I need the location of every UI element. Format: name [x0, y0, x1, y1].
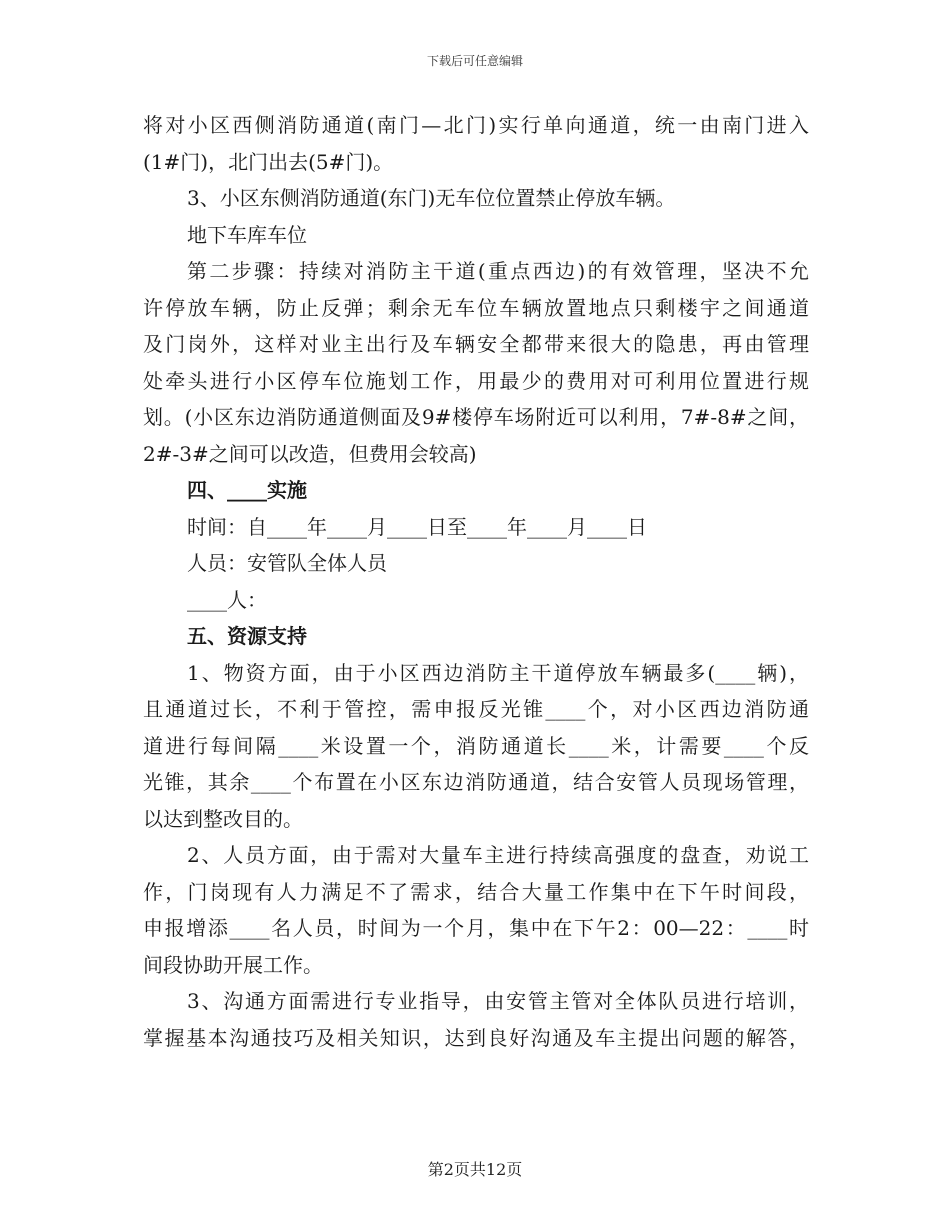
text-line: 申报增添____名人员，时间为一个月，集中在下午2：00—22：____时 [143, 916, 809, 940]
section-heading: 四、____实施 [187, 478, 307, 502]
text-line: 道进行每间隔____米设置一个，消防通道长____米，计需要____个反 [143, 733, 809, 758]
page-footer: 第2页共12页 [427, 1160, 523, 1179]
text-line: 时间：自____年____月____日至____年____月____日 [187, 514, 647, 539]
text-line: 1、物资方面，由于小区西边消防主干道停放车辆最多(____辆)， [187, 660, 809, 685]
text-line: 掌握基本沟通技巧及相关知识，达到良好沟通及车主提出问题的解答， [143, 1025, 809, 1050]
text-line: 3、沟通方面需进行专业指导，由安管主管对全体队员进行培训， [187, 989, 809, 1013]
text-line: 2、人员方面，由于需对大量车主进行持续高强度的盘查，劝说工 [187, 843, 809, 867]
text-line: 以达到整改目的。 [143, 806, 303, 831]
text-line: 处牵头进行小区停车位施划工作，用最少的费用对可利用位置进行规 [143, 368, 809, 393]
text-line: 许停放车辆，防止反弹；剩余无车位车辆放置地点只剩楼宇之间通道 [143, 295, 809, 320]
text-line: 第二步骤：持续对消防主干道(重点西边)的有效管理，坚决不允 [187, 259, 809, 283]
text-line: 且通道过长，不利于管控，需申报反光锥____个，对小区西边消防通 [143, 697, 809, 721]
text-line: 人员：安管队全体人员 [187, 551, 387, 575]
text-line: 2#-3#之间可以改造，但费用会较高) [143, 441, 477, 466]
text-line: 光锥，其余____个布置在小区东边消防通道，结合安管人员现场管理， [143, 770, 809, 794]
text-line: 将对小区西侧消防通道(南门—北门)实行单向通道，统一由南门进入 [143, 113, 809, 137]
text-line: 作，门岗现有人力满足不了需求，结合大量工作集中在下午时间段， [143, 879, 809, 904]
page-header: 下载后可任意编辑 [426, 54, 523, 68]
text-line: (1#门)，北门出去(5#门)。 [143, 149, 394, 174]
text-line: 间段协助开展工作。 [143, 952, 323, 977]
text-line: ____人： [187, 587, 267, 612]
document-body [143, 107, 809, 1056]
section-heading: 五、资源支持 [187, 624, 307, 648]
text-line: 及门岗外，这样对业主出行及车辆安全都带来很大的隐患，再由管理 [143, 332, 809, 356]
text-line: 划。(小区东边消防通道侧面及9#楼停车场附近可以利用，7#-8#之间， [143, 405, 809, 429]
text-line: 3、小区东侧消防通道(东门)无车位位置禁止停放车辆。 [187, 186, 676, 210]
text-line: 地下车库车位 [187, 222, 307, 247]
